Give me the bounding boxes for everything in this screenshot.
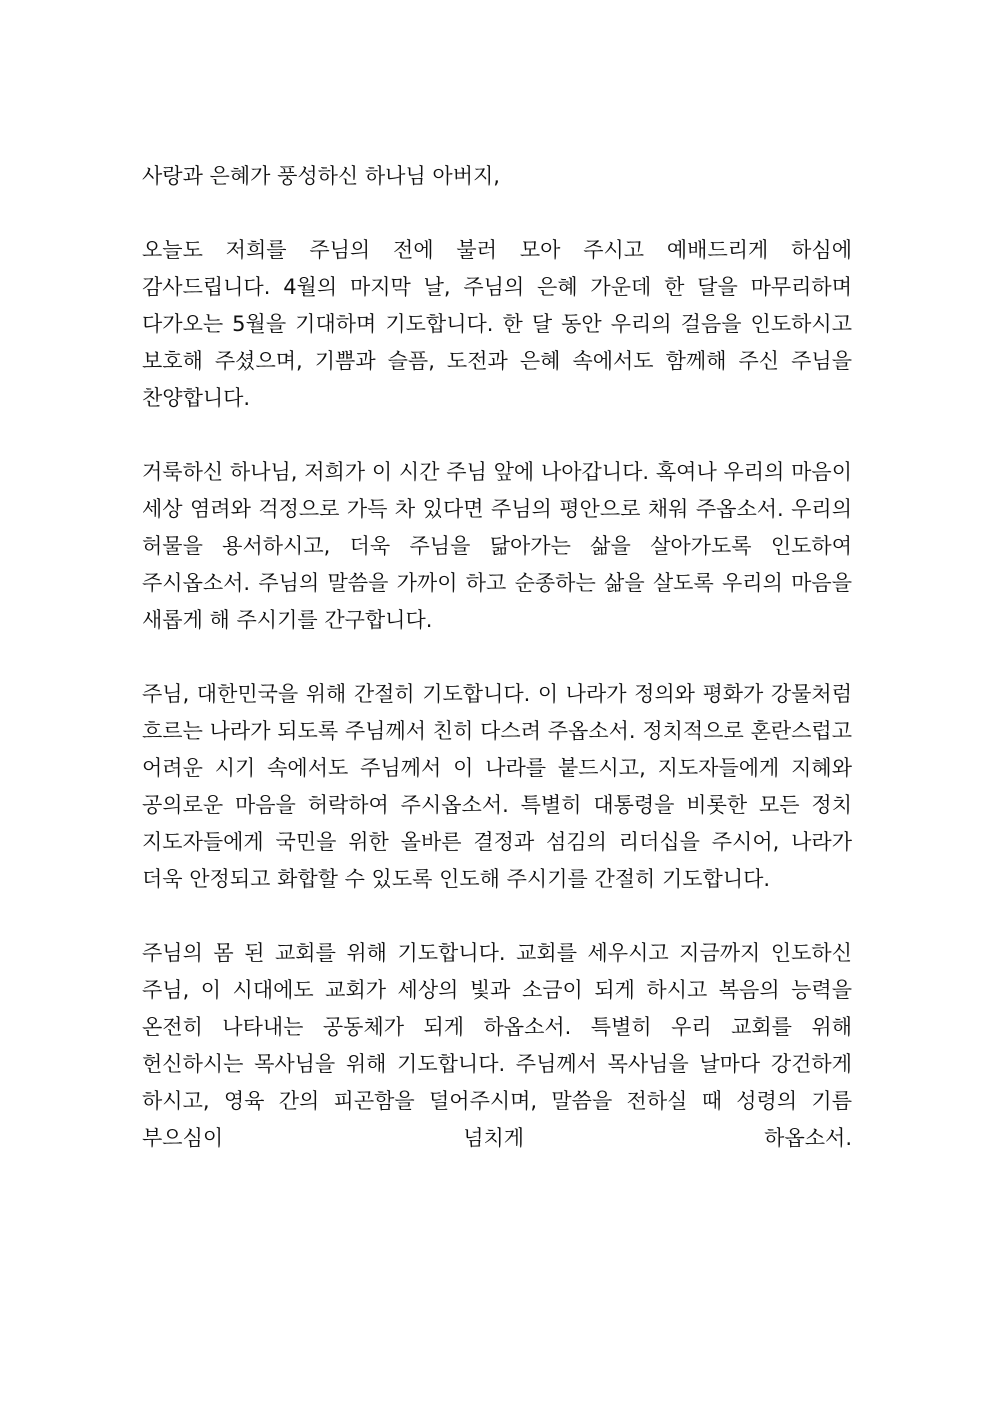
- church-prayer-paragraph: 주님의 몸 된 교회를 위해 기도합니다. 교회를 세우시고 지금까지 인도하신 주님, 이 시대에도 교회가 세상의 빛과 소금이 되게 하시고 복음의 능력을 온전히 나타내는 공동체가 되게 하옵소서. 특별히 우리 교회를 위해 헌신하시는 목사님을 위해 기도합니다. 주님께서 목사님을 날마다 강건하게 하시고, 영육 간의 피곤함을 덜어주시며, 말씀을 전하실 때 성령의 기름 부으심이 넘치게 하옵소서.: [142, 941, 852, 1150]
- thanksgiving-paragraph: 오늘도 저희를 주님의 전에 불러 모아 주시고 예배드리게 하심에 감사드립니다. 4월의 마지막 날, 주님의 은혜 가운데 한 달을 마무리하며 다가오는 5월을 기대하며 기도합니다. 한 달 동안 우리의 걸음을 인도하시고 보호해 주셨으며, 기쁨과 슬픔, 도전과 은혜 속에서도 함께해 주신 주님을 찬양합니다.: [142, 238, 852, 410]
- nation-prayer-paragraph: 주님, 대한민국을 위해 간절히 기도합니다. 이 나라가 정의와 평화가 강물처럼 흐르는 나라가 되도록 주님께서 친히 다스려 주옵소서. 정치적으로 혼란스럽고 어려운 시기 속에서도 주님께서 이 나라를 붙드시고, 지도자들에게 지혜와 공의로운 마음을 허락하여 주시옵소서. 특별히 대통령을 비롯한 모든 정치 지도자들에게 국민을 위한 올바른 결정과 섬김의 리더십을 주시어, 나라가 더욱 안정되고 화합할 수 있도록 인도해 주시기를 간절히 기도합니다.: [142, 682, 852, 891]
- prayer-text: [142, 158, 852, 1194]
- confession-paragraph: 거룩하신 하나님, 저희가 이 시간 주님 앞에 나아갑니다. 혹여나 우리의 마음이 세상 염려와 걱정으로 가득 차 있다면 주님의 평안으로 채워 주옵소서. 우리의 허물을 용서하시고, 더욱 주님을 닮아가는 삶을 살아가도록 인도하여 주시옵소서. 주님의 말씀을 가까이 하고 순종하는 삶을 살도록 우리의 마음을 새롭게 해 주시기를 간구합니다.: [142, 460, 852, 632]
- greeting-paragraph: 사랑과 은혜가 풍성하신 하나님 아버지,: [142, 164, 500, 188]
